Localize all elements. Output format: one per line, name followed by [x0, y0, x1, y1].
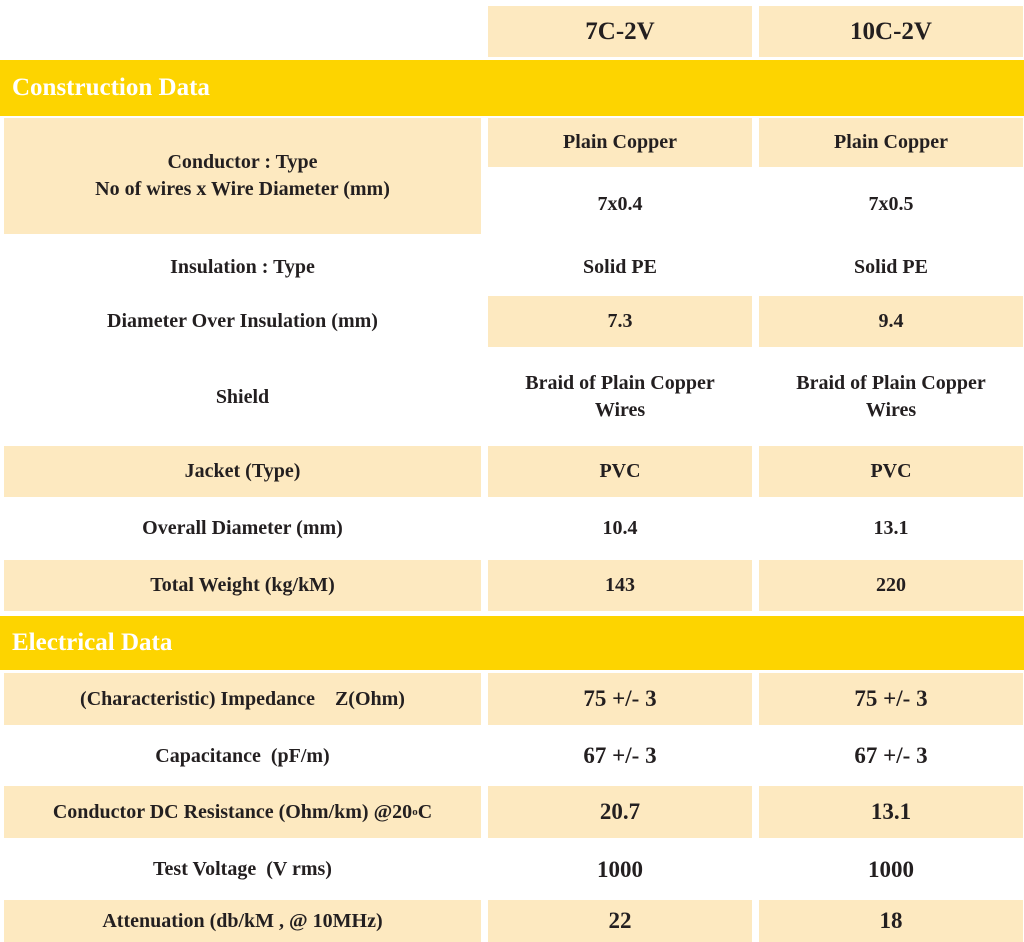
row-label-shield: Shield [215, 385, 270, 408]
column-header-7c-2v: 7C-2V [488, 6, 752, 57]
row-label-insulation: Insulation : Type [170, 255, 315, 278]
cell-impedance-7c: 75 +/- 3 [488, 673, 752, 725]
row-label-conductor [4, 118, 481, 234]
section-construction-data: Construction Data [0, 60, 1024, 116]
degree-sup: o [412, 805, 418, 818]
cell-impedance-10c: 75 +/- 3 [759, 673, 1023, 725]
row-label-test-voltage [4, 842, 481, 897]
dc-resistance-label-post: C [417, 800, 433, 823]
row-label-overall-diameter: Overall Diameter (mm) [142, 517, 343, 539]
cell-test-voltage-7c: 1000 [597, 856, 643, 882]
cell-dc-resistance-10c: 13.1 [759, 786, 1023, 838]
cell-jacket-10c: PVC [759, 446, 1023, 497]
section-electrical-data: Electrical Data [0, 616, 1024, 670]
cell-dc-resistance-7c: 20.7 [488, 786, 752, 838]
column-header-10c-2v: 10C-2V [759, 6, 1023, 57]
conductor-wires-label: No of wires x Wire Diameter (mm) [95, 178, 390, 200]
test-voltage-label-text: Test Voltage (V rms) [153, 858, 332, 880]
cell-conductor-type-7c: Plain Copper [488, 118, 752, 167]
cell-weight-7c: 143 [488, 560, 752, 611]
cell-shield-10c: Braid of Plain Copper Wires [796, 372, 986, 421]
row-label-attenuation: Attenuation (db/kM , @ 10MHz) [4, 900, 481, 942]
cell-capacitance-10c: 67 +/- 3 [854, 743, 928, 768]
cell-capacitance-7c: 67 +/- 3 [583, 743, 657, 768]
cell-test-voltage-10c: 1000 [868, 856, 914, 882]
cell-overall-dia-10c: 13.1 [873, 517, 909, 539]
cell-insulation-10c: Solid PE [854, 255, 928, 278]
conductor-type-label: Conductor : Type [167, 151, 318, 173]
row-label-impedance [4, 673, 481, 725]
cell-conductor-wires-7c: 7x0.4 [597, 193, 643, 215]
cell-weight-10c: 220 [759, 560, 1023, 611]
cell-shield-7c: Braid of Plain Copper Wires [525, 372, 715, 421]
row-label-total-weight: Total Weight (kg/kM) [4, 560, 481, 611]
cell-jacket-7c: PVC [488, 446, 752, 497]
row-label-diameter-over-insulation: Diameter Over Insulation (mm) [107, 310, 378, 332]
cell-conductor-type-10c: Plain Copper [759, 118, 1023, 167]
cell-attenuation-7c: 22 [488, 900, 752, 942]
cell-insulation-7c: Solid PE [583, 255, 657, 278]
row-label-capacitance [4, 729, 481, 783]
cell-dia-insulation-10c: 9.4 [759, 296, 1023, 347]
row-label-jacket: Jacket (Type) [4, 446, 481, 497]
impedance-label-text: (Characteristic) Impedance Z(Ohm) [80, 687, 405, 710]
cell-overall-dia-7c: 10.4 [602, 517, 638, 539]
capacitance-label-text: Capacitance (pF/m) [155, 744, 330, 767]
dc-resistance-label-pre: Conductor DC Resistance (Ohm/km) @20 [52, 800, 413, 823]
cell-conductor-wires-10c: 7x0.5 [868, 193, 914, 215]
row-label-dc-resistance [4, 786, 481, 838]
cell-dia-insulation-7c: 7.3 [488, 296, 752, 347]
cell-attenuation-10c: 18 [759, 900, 1023, 942]
